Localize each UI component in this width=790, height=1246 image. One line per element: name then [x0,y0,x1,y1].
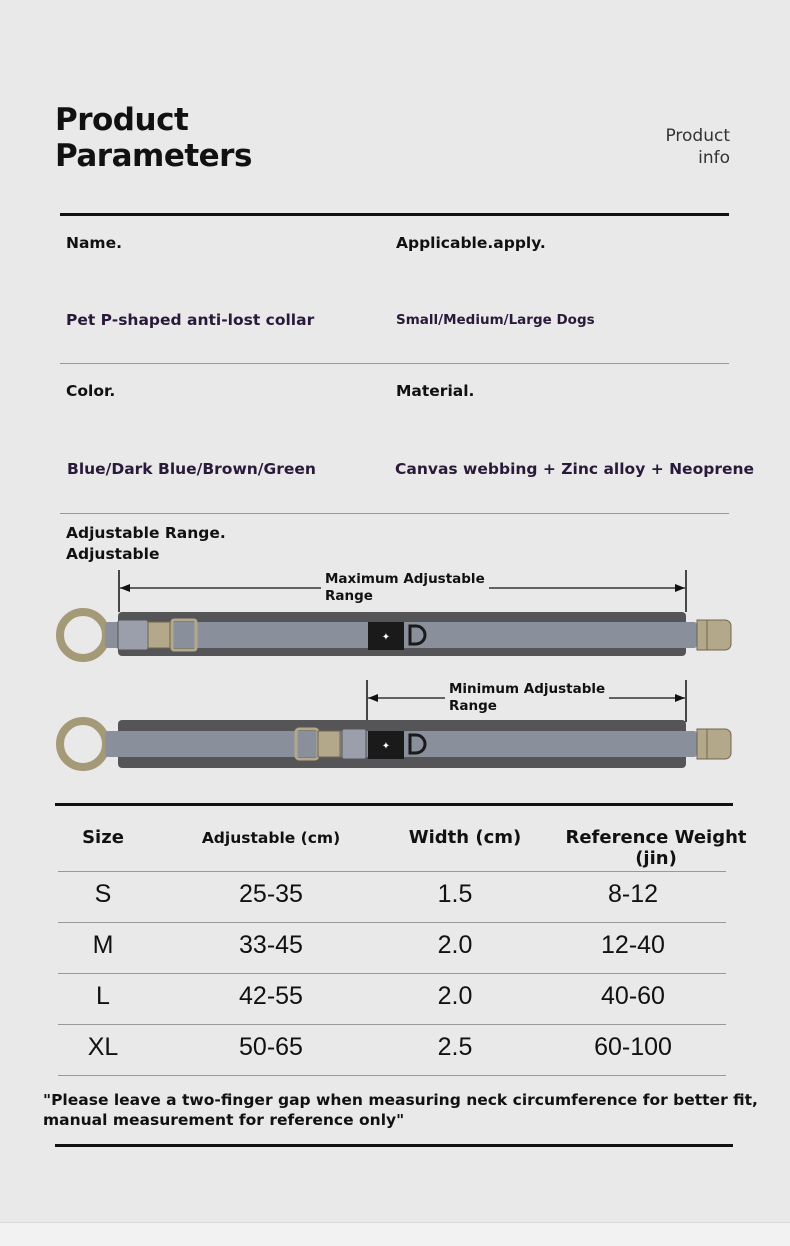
cell-adjustable: 25-35 [239,880,303,908]
cell-size: S [94,880,112,908]
cell-weight: 40-60 [601,982,665,1010]
max-range-line-2: Range [325,588,373,604]
max-range-line-1: Maximum Adjustable [325,571,485,587]
cell-width: 2.5 [437,1033,473,1061]
title-line-1: Product [55,102,189,138]
header-width: Width (cm) [408,827,522,848]
slider-icon [318,731,340,757]
color-value: Blue/Dark Blue/Brown/Green [67,460,316,478]
material-value: Canvas webbing + Zinc alloy + Neoprene [395,460,755,478]
table-divider [58,871,726,872]
apply-label: Applicable.apply. [396,234,546,252]
table-top-rule [55,803,733,806]
collar-max-illustration [50,600,750,668]
slider-icon [148,622,170,648]
cell-width: 2.0 [437,931,473,959]
apply-value: Small/Medium/Large Dogs [396,312,595,328]
svg-text:✦: ✦ [381,632,391,643]
collar-min-illustration [50,708,750,776]
params-divider-2 [60,513,729,514]
d-ring-icon [60,721,106,767]
cell-adjustable: 33-45 [239,931,303,959]
min-range-line-1: Minimum Adjustable [449,681,606,697]
subtitle-line-2: info [698,148,730,168]
cell-width: 2.0 [437,982,473,1010]
params-divider-1 [60,363,729,364]
buckle-icon [697,620,707,650]
cell-weight: 12-40 [601,931,665,959]
name-label: Name. [66,234,122,252]
cell-adjustable: 50-65 [239,1033,303,1061]
table-divider [58,1075,726,1076]
cell-adjustable: 42-55 [239,982,303,1010]
cell-weight: 8-12 [607,880,659,908]
adjust-label-line-1: Adjustable Range. [66,524,226,542]
cell-weight: 60-100 [594,1033,672,1061]
cell-width: 1.5 [437,880,473,908]
subtitle-line-1: Product [665,126,730,146]
material-label: Material. [396,382,475,400]
table-divider [58,1024,726,1025]
table-divider [58,922,726,923]
d-ring-icon [60,612,106,658]
svg-text:✦: ✦ [381,741,391,752]
footer-rule [55,1144,733,1147]
cell-size: M [92,931,114,959]
adjust-label [66,523,226,565]
header-size: Size [82,827,124,848]
cell-size: XL [87,1033,119,1061]
header-weight: Reference Weight (jin) [565,827,747,869]
header-adjustable: Adjustable (cm) [201,829,341,847]
header-divider [60,213,729,216]
cell-size: L [96,982,110,1010]
buckle-icon [697,729,707,759]
page-subtitle [665,125,730,169]
name-value: Pet P-shaped anti-lost collar [66,311,315,329]
min-range-line-2: Range [449,698,497,714]
title-line-2: Parameters [55,138,252,174]
bottom-strip [0,1222,790,1246]
table-divider [58,973,726,974]
adjust-label-line-2: Adjustable [66,545,160,563]
color-label: Color. [66,382,116,400]
measurement-note: "Please leave a two-finger gap when measuring neck circumference for better fit, manual measurement for reference only" [43,1091,758,1129]
page-title [55,102,252,174]
